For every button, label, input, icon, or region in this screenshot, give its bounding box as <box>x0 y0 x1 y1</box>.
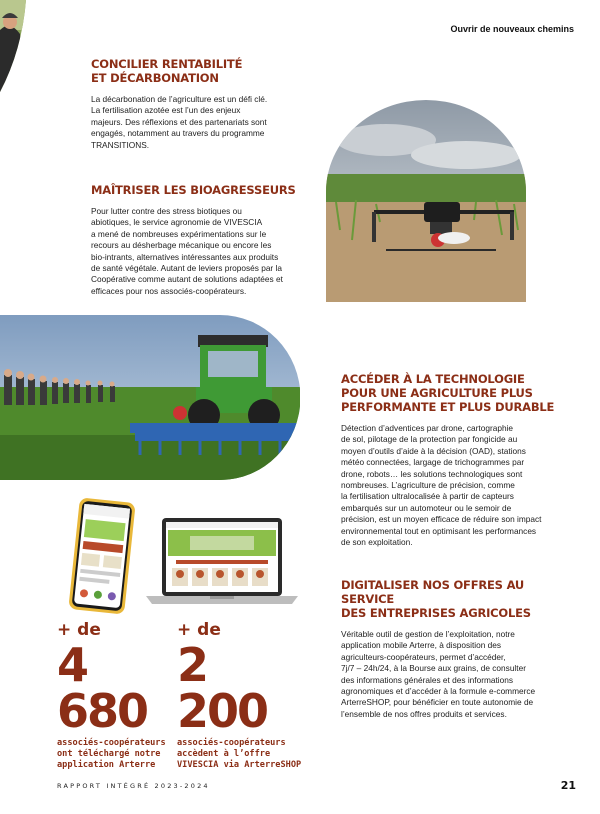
stat-value: 2 200 <box>177 638 268 738</box>
body-line: engagés, notamment au travers du programme <box>91 128 265 139</box>
section-technologie <box>341 372 571 548</box>
body-line: bio-intrants, alternatives intéressantes aux produits <box>91 251 279 262</box>
body-line: de santé végétale. Autant de leviers proposés par la <box>91 263 282 274</box>
heading-line: ACCÉDER À LA TECHNOLOGIE <box>341 372 525 386</box>
section-heading <box>91 57 311 85</box>
heading-line: CONCILIER RENTABILITÉ <box>91 57 243 71</box>
body-line: majeurs. Des réflexions et des partenariats sont <box>91 116 267 127</box>
stat-caption-line: application Arterre <box>57 760 156 770</box>
heading-line: DES ENTREPRISES AGRICOLES <box>341 606 531 620</box>
smartphone-mockup <box>68 497 136 615</box>
section-digitaliser <box>341 578 573 720</box>
heading-line: POUR UNE AGRICULTURE PLUS <box>341 386 533 400</box>
stat-caption-line: associés-coopérateurs <box>57 738 166 748</box>
body-line: Coopérative comme autant de solutions adaptées et <box>91 274 283 285</box>
farmer-photo <box>0 0 26 92</box>
heading-line: DIGITALISER NOS OFFRES AU SERVICE <box>341 578 525 606</box>
body-line: agronomiques et d’accéder à la formule e-commerce <box>341 686 536 697</box>
drone-photo <box>326 100 526 302</box>
section-bioagresseurs <box>91 183 306 297</box>
section-heading <box>341 578 573 620</box>
body-line: abiotiques, le service agronomie de VIVESCIA <box>91 217 263 228</box>
body-line: moyen d’outils d’aide à la décision (OAD), stations <box>341 445 526 456</box>
heading-line: PERFORMANTE ET PLUS DURABLE <box>341 400 555 414</box>
section-heading <box>341 372 571 414</box>
body-line: nombreuses. L’agriculture de précision, comme <box>341 480 515 491</box>
body-line: précision, est un moyen efficace de réduire son impact <box>341 514 542 525</box>
body-line: recours au désherbage mécanique ou encore les <box>91 240 272 251</box>
body-line: de son exploitation. <box>341 537 413 548</box>
section-rentabilite <box>91 57 311 151</box>
body-line: agriculteurs-coopérateurs, permet d’accéder, <box>341 651 506 662</box>
body-line: TRANSITIONS. <box>91 139 150 150</box>
body-line: Pour lutter contre des stress biotiques ou <box>91 206 242 216</box>
stat-caption-line: VIVESCIA via ArterreSHOP <box>177 760 302 770</box>
running-title: Ouvrir de nouveaux chemins <box>450 24 574 34</box>
body-line: ArterreSHOP, pour bénéficier en toute autonomie de <box>341 697 534 708</box>
stat-value: 4 680 <box>57 638 148 738</box>
body-line: a mené de nombreuses expérimentations sur le <box>91 228 267 239</box>
body-line: de sol, pilotage de la protection par fongicide au <box>341 434 518 445</box>
page-number: 21 <box>560 779 576 792</box>
body-line: Détection d’adventices par drone, cartographie <box>341 423 514 433</box>
tractor-photo <box>0 315 300 480</box>
body-line: La décarbonation de l’agriculture est un défi clé. <box>91 94 268 104</box>
stat-arterre <box>57 620 177 771</box>
section-heading: MAÎTRISER LES BIOAGRESSEURS <box>91 183 296 197</box>
body-line: environnemental tout en optimisant les performances <box>341 525 537 536</box>
body-line: des informations générales et des informations <box>341 674 514 685</box>
stat-prefix: + de <box>177 620 221 640</box>
footer-report-title: RAPPORT INTÉGRÉ 2023-2024 <box>57 782 210 790</box>
stat-prefix: + de <box>57 620 101 640</box>
laptop-mockup <box>146 518 298 606</box>
stat-caption-line: associés-coopérateurs <box>177 738 286 748</box>
body-line: application mobile Arterre, à disposition des <box>341 640 502 651</box>
body-line: drone, robots… les solutions technologiques sont <box>341 468 523 479</box>
body-line: l’ensemble de nos offres produits et services. <box>341 708 507 719</box>
heading-line: ET DÉCARBONATION <box>91 71 219 85</box>
stat-caption-line: accèdent à l’offre <box>177 749 271 759</box>
body-line: La fertilisation azotée est l’un des enjeux <box>91 105 241 116</box>
body-line: la fertilisation ultralocalisée à partir de capteurs <box>341 491 514 502</box>
body-line: 7j/7 – 24h/24, à la Bourse aux grains, de consulter <box>341 663 526 674</box>
body-line: embarqués sur un automoteur ou le semoir de <box>341 502 512 513</box>
body-line: météo connectées, largage de trichogrammes par <box>341 457 525 468</box>
body-line: efficaces pour nos associés-coopérateurs. <box>91 285 247 296</box>
stat-caption-line: ont téléchargé notre <box>57 749 161 759</box>
stat-arterreshop <box>177 620 307 771</box>
body-line: Véritable outil de gestion de l’exploitation, notre <box>341 629 515 639</box>
